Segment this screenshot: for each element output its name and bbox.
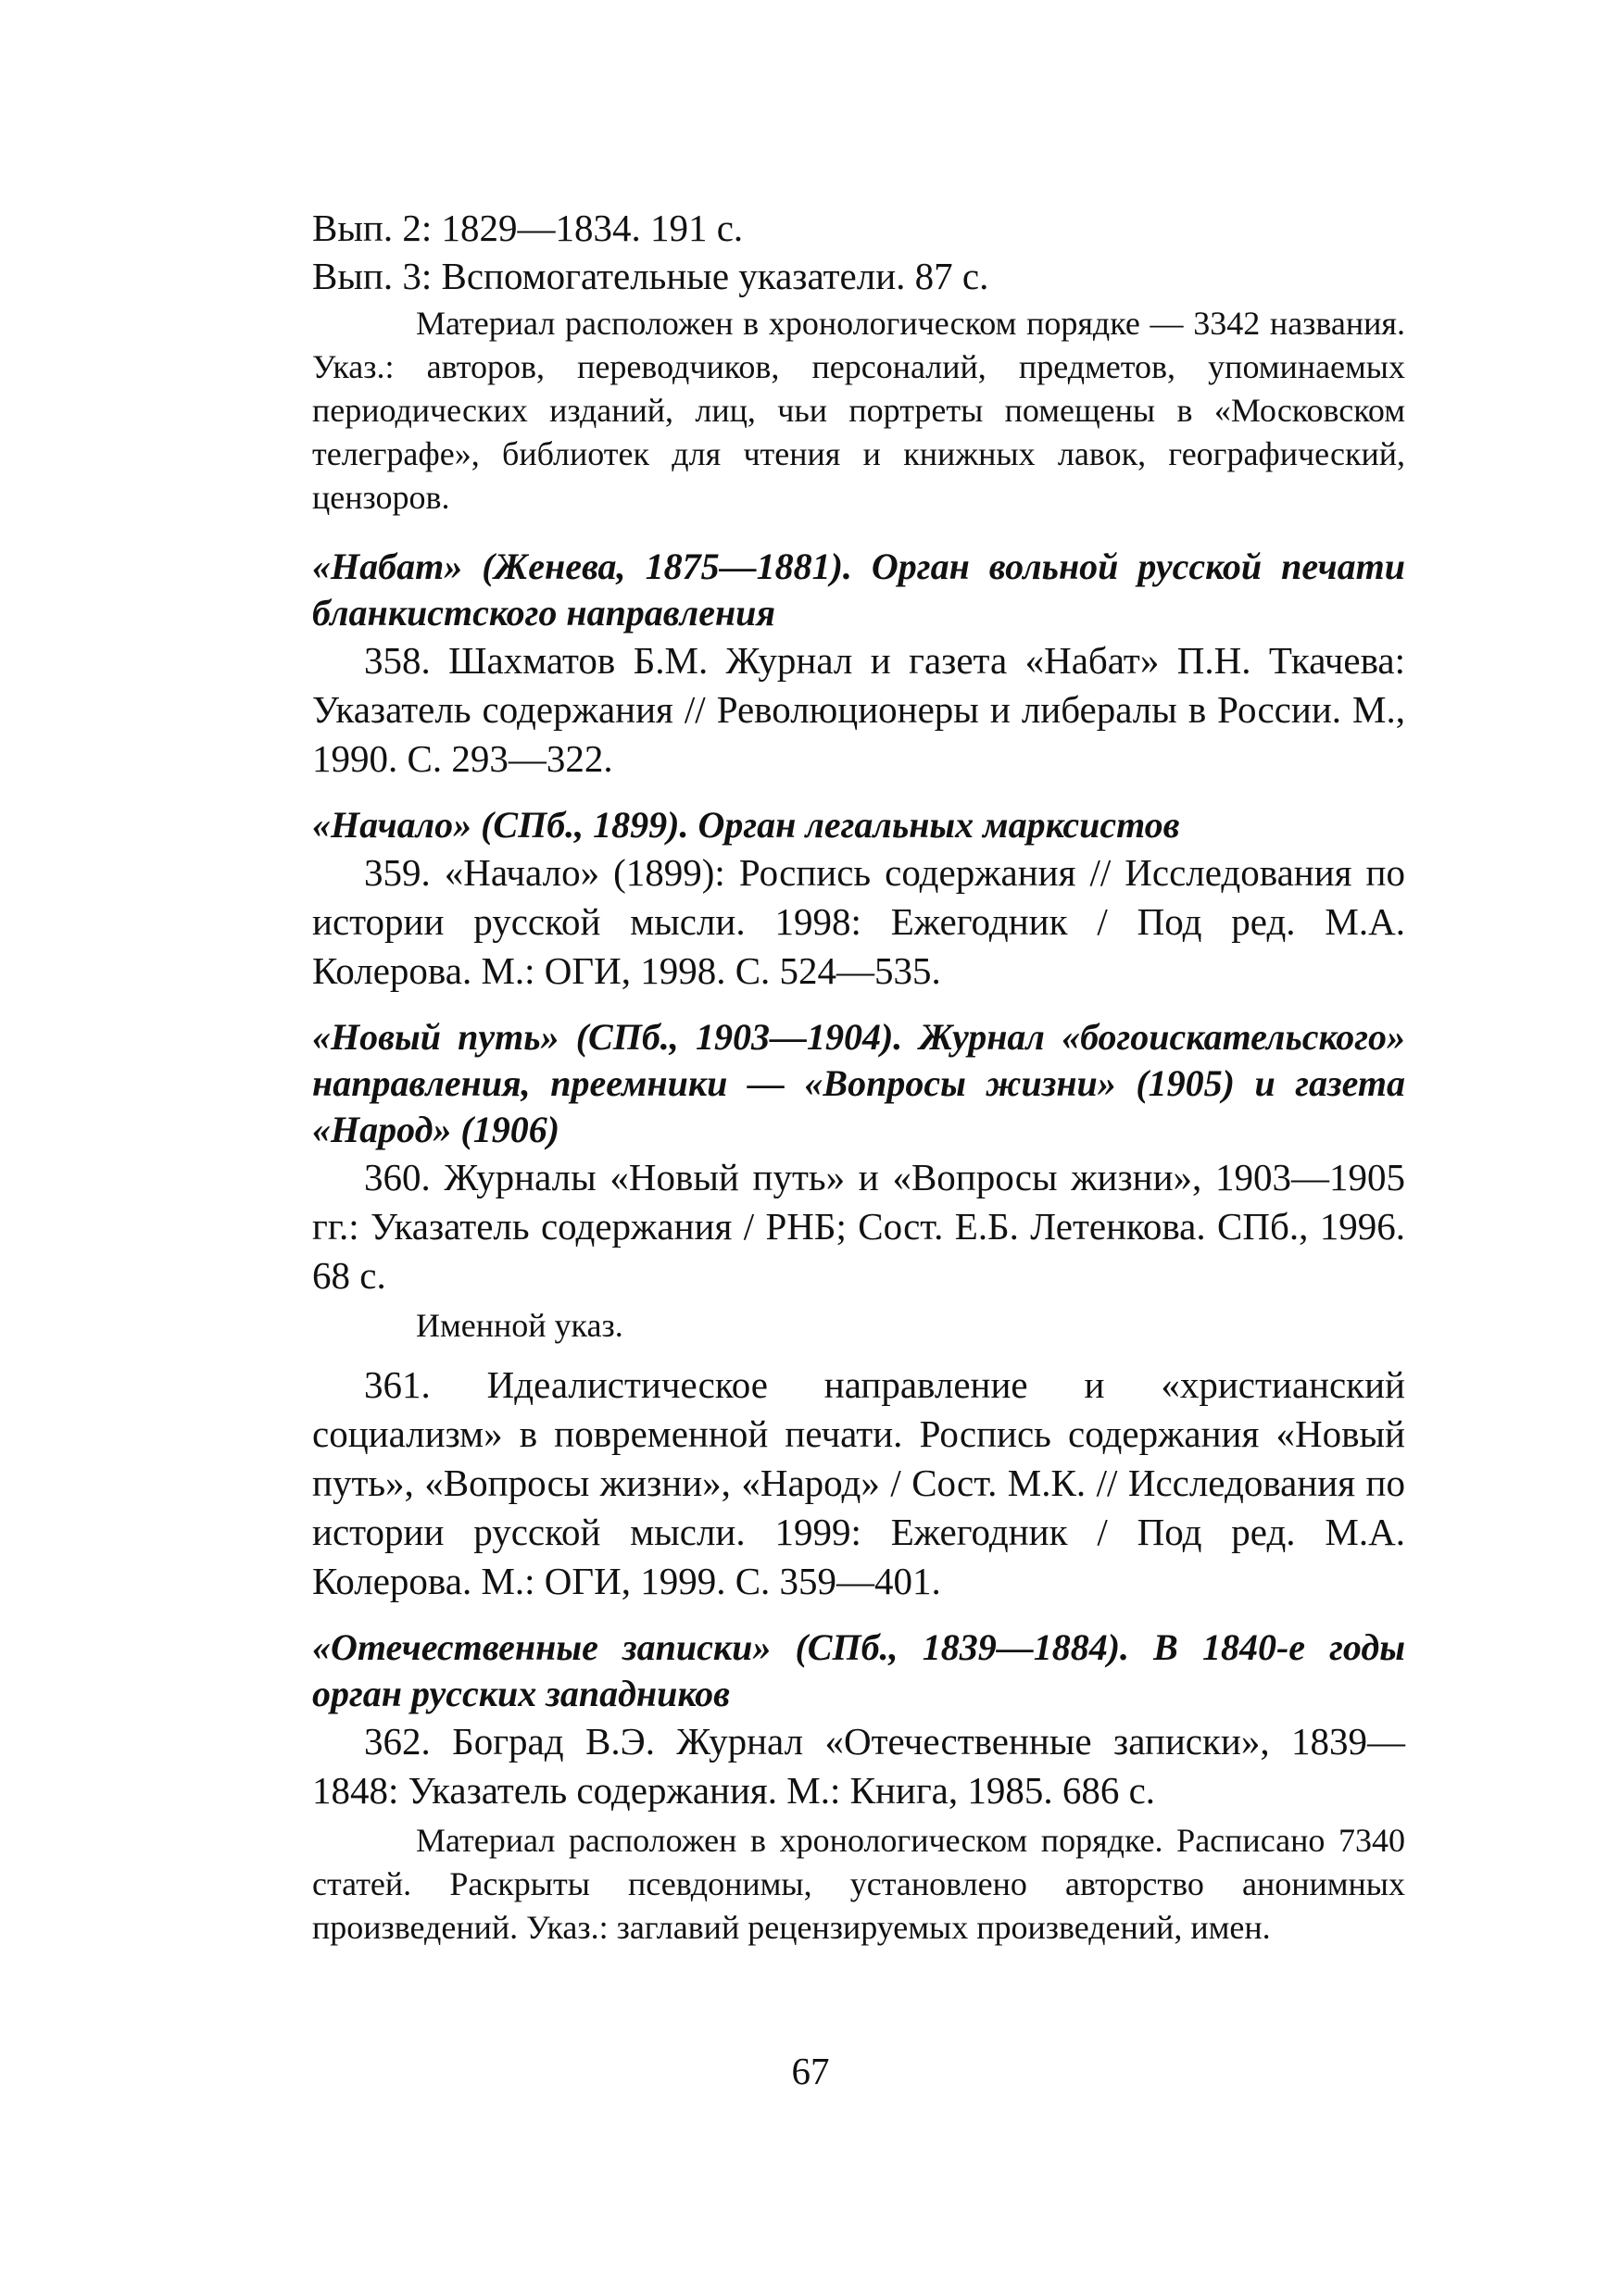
section-heading-nachalo: «Начало» (СПб., 1899). Орган легальных марксистов: [312, 804, 1180, 846]
section-heading-novyi-put: «Новый путь» (СПб., 1903—1904). Журнал «богоискательского» направления, преемники — «Вопросы жизни» (1905) и газета «Народ» (1906): [312, 1016, 1405, 1150]
entry-361: 361. Идеалистическое направление и «христианский социализм» в повременной печати. Роспись содержания «Новый путь», «Вопросы жизни», «Народ» / Сост. М.К. // Исследования по истории русской мысли. 1999: Ежегодник / Под ред. М.А. Колерова. М.: ОГИ, 1999. С. 359—401.: [312, 1363, 1405, 1602]
annotation-note: Материал расположен в хронологическом порядке — 3342 названия. Указ.: авторов, переводчиков, персоналий, предметов, упоминаемых периодических изданий, лиц, чьи портреты помещены в «Московском телеграфе», библиотек для чтения и книжных лавок, географический, цензоров.: [312, 305, 1405, 516]
entry-360-note: Именной указ.: [416, 1307, 623, 1344]
issue-line-3: Вып. 3: Вспомогательные указатели. 87 с.: [312, 255, 989, 297]
issue-line-2: Вып. 2: 1829—1834. 191 с.: [312, 207, 744, 249]
page-number: 67: [791, 2050, 830, 2092]
entry-358: 358. Шахматов Б.М. Журнал и газета «Набат» П.Н. Ткачева: Указатель содержания // Революционеры и либералы в России. М., 1990. С. 293—322.: [312, 639, 1405, 780]
section-heading-otechestvennye-zapiski: «Отечественные записки» (СПб., 1839—1884). В 1840-е годы орган русских западников: [312, 1626, 1405, 1714]
entry-359: 359. «Начало» (1899): Роспись содержания // Исследования по истории русской мысли. 1998: Ежегодник / Под ред. М.А. Колерова. М.: ОГИ, 1998. С. 524—535.: [312, 851, 1405, 992]
entry-360: 360. Журналы «Новый путь» и «Вопросы жизни», 1903—1905 гг.: Указатель содержания / РНБ; Сост. Е.Б. Летенкова. СПб., 1996. 68 с.: [312, 1156, 1405, 1297]
entry-362-note: Материал расположен в хронологическом порядке. Расписано 7340 статей. Раскрыты псевдонимы, установлено авторство анонимных произведений. Указ.: заглавий рецензируемых произведений, имен.: [312, 1822, 1405, 1946]
section-heading-nabat: «Набат» (Женева, 1875—1881). Орган вольной русской печати бланкистского направления: [312, 546, 1405, 634]
page-body: [312, 204, 1405, 1950]
entry-362: 362. Боград В.Э. Журнал «Отечественные записки», 1839—1848: Указатель содержания. М.: Книга, 1985. 686 с.: [312, 1720, 1405, 1812]
